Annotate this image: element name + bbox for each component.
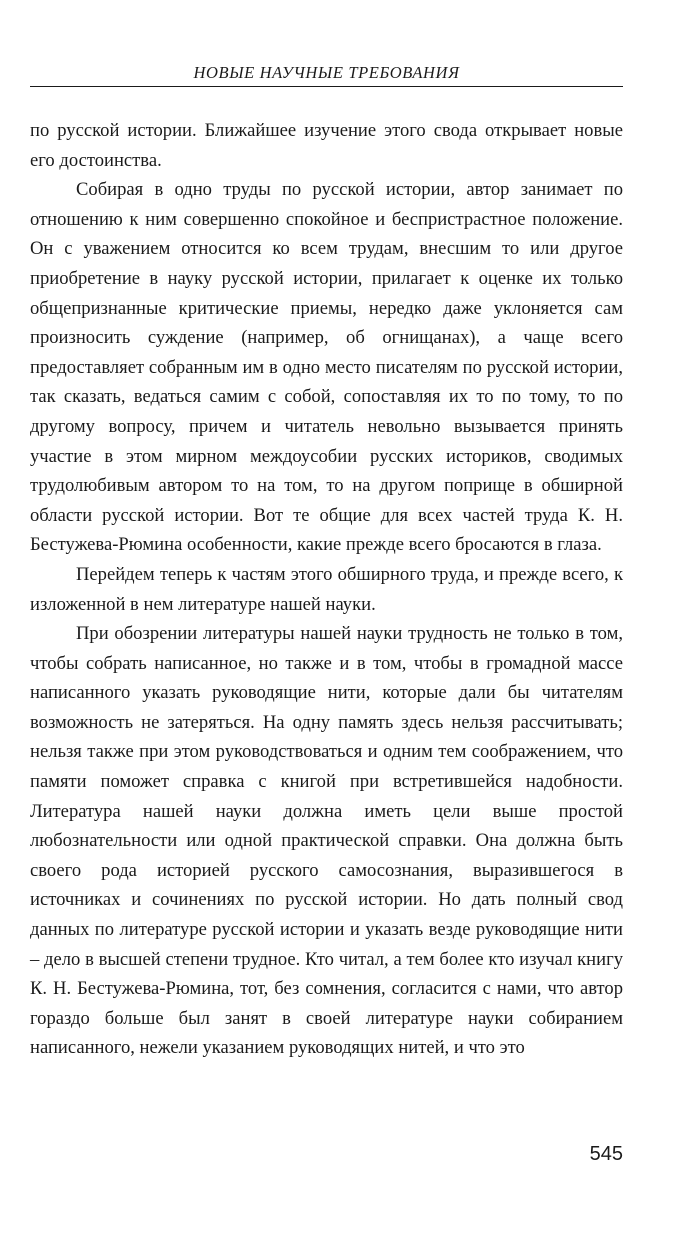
paragraph-continuation: по русской истории. Ближайшее изучение этого свода открывает новые его достоинства. [30, 120, 623, 171]
paragraph: При обозрении литературы нашей науки трудность не только в том, чтобы собрать написанное, но также и в том, чтобы в громадной массе написанного указать руководящие нити, которые дали бы читателям возможность не затеряться. На одну память здесь нельзя рассчитывать; нельзя также при этом руководствоваться и одним тем соображением, что памяти поможет справка с книгой при встретившейся надобности. Литература нашей науки должна иметь цели выше простой любознательности или одной практической справки. Она должна быть своего рода историей русского самосознания, выразившегося в источниках и сочинениях по русской истории. Но дать полный свод данных по литературе русской истории и указать везде руководящие нити – дело в высшей степени трудное. Кто читал, а тем более кто изучал книгу К. Н. Бестужева-Рюмина, тот, без сомнения, согласится с нами, что автор гораздо больше был занят в своей литературе науки собиранием написанного, нежели указанием руководящих нитей, и что это [30, 623, 623, 1059]
paragraph: Перейдем теперь к частям этого обширного труда, и прежде всего, к изложенной в нем литературе нашей науки. [30, 563, 623, 615]
page-number: 545 [589, 1143, 623, 1165]
running-head: НОВЫЕ НАУЧНЫЕ ТРЕБОВАНИЯ [193, 63, 460, 82]
main-text [30, 116, 623, 1063]
paragraph: Собирая в одно труды по русской истории, автор занимает по отношению к ним совершенно спокойное и беспристрастное положение. Он с уважением относится ко всем трудам, внесшим то или другое приобретение в науку русской истории, прилагает к оценке их только общепризнанные критические приемы, нередко даже уклоняется сам произносить суждение (например, об огнищанах), а чаще всего предоставляет собранным им в одно место писателям по русской истории, так сказать, ведаться самим с собой, сопоставляя их то по тому, то по другому вопросу, причем и читатель невольно вызывается принять участие в этом мирном междоусобии русских историков, сводимых трудолюбивым автором то на том, то на другом поприще в обширной области русской истории. Вот те общие для всех частей труда К. Н. Бестужева-Рюмина особенности, какие прежде всего бросаются в глаза. [30, 179, 623, 556]
header-rule [30, 86, 623, 87]
